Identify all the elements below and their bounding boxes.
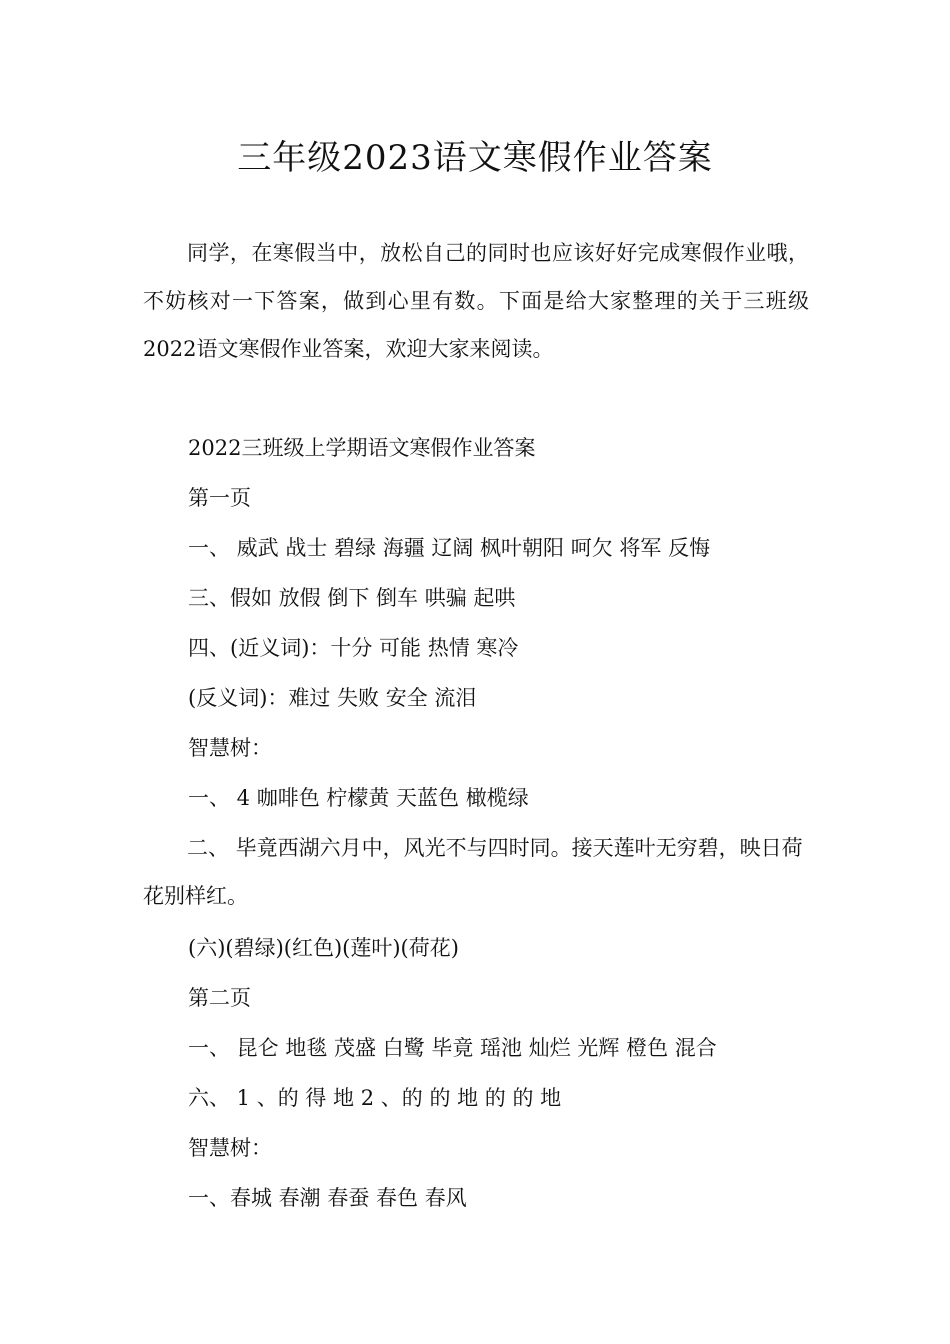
intro-paragraph: 同学，在寒假当中，放松自己的同时也应该好好完成寒假作业哦，不妨核对一下答案，做到心里有数。下面是给大家整理的关于三班级2022语文寒假作业答案，欢迎大家来阅读。 [143,241,809,361]
answer-line: 一、 昆仑 地毯 茂盛 白鹭 毕竟 瑶池 灿烂 光辉 橙色 混合 [188,1036,717,1060]
answer-line: 第一页 [188,486,251,510]
answer-line: 一、春城 春潮 春蚕 春色 春风 [188,1186,467,1210]
answer-line: 四、(近义词)：十分 可能 热情 寒冷 [188,636,519,660]
poem-answer-line: 二、 毕竟西湖六月中，风光不与四时同。接天莲叶无穷碧，映日荷花别样红。 [143,836,803,908]
answer-line: (六)(碧绿)(红色)(莲叶)(荷花) [188,936,459,960]
answer-line: 智慧树： [188,1136,272,1160]
answer-line: 智慧树： [188,736,272,760]
answer-line: (反义词)：难过 失败 安全 流泪 [188,686,477,710]
answer-line: 六、 1 、的 得 地 2 、的 的 地 的 的 地 [188,1086,562,1110]
answer-line: 第二页 [188,986,251,1010]
answer-line: 三、假如 放假 倒下 倒车 哄骗 起哄 [188,586,516,610]
answer-line: 一、 4 咖啡色 柠檬黄 天蓝色 橄榄绿 [188,786,529,810]
section-heading: 2022三班级上学期语文寒假作业答案 [188,436,536,460]
answer-line: 一、 威武 战士 碧绿 海疆 辽阔 枫叶朝阳 呵欠 将军 反悔 [188,536,711,560]
document-title: 三年级2023语文寒假作业答案 [237,138,713,178]
